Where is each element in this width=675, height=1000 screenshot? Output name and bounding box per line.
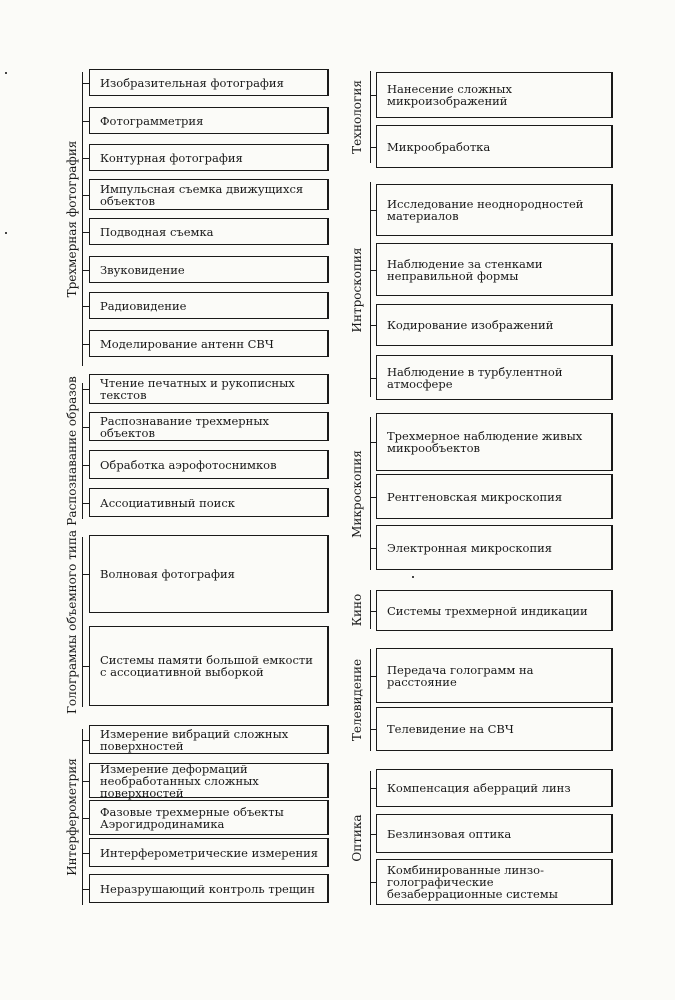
scan-speck [5,72,7,74]
left-application-box: Системы памяти большой емкости с ассоциативной выборкой [89,626,329,706]
right-application-box: Безлинзовая оптика [376,814,613,853]
left-connector-tick [82,427,89,428]
left-application-box: Фазовые трехмерные объекты Аэрогидродинамика [89,800,329,835]
right-application-box: Передача голограмм на расстояние [376,648,613,703]
left-connector-tick [82,666,89,667]
left-application-box: Чтение печатных и рукописных текстов [89,374,329,404]
left-connector-tick [82,270,89,271]
right-application-box: Рентгеновская микроскопия [376,474,613,519]
right-group-label: Микроскопия [350,449,364,538]
left-group-label: Распознавание образов [65,376,79,526]
right-group-label: Технология [350,80,364,154]
left-application-box: Волновая фотография [89,535,329,613]
left-connector-tick [82,853,89,854]
right-application-box: Электронная микроскопия [376,525,613,570]
left-connector-tick [82,574,89,575]
right-group-bracket [370,771,371,905]
left-application-box: Измерение вибраций сложных поверхностей [89,725,329,754]
right-application-box: Системы трехмерной индикации [376,590,613,631]
left-application-box: Звуковидение [89,256,329,283]
left-connector-tick [82,465,89,466]
left-application-box: Распознавание трехмерных объектов [89,412,329,441]
left-group-label: Интерферометрия [65,758,79,876]
scan-speck [412,576,414,578]
left-group-label: Голограммы объемного типа [65,529,79,715]
right-group-label: Кино [350,593,364,626]
right-application-box: Нанесение сложных микроизображений [376,72,613,118]
left-connector-tick [82,306,89,307]
left-application-box: Фотограмметрия [89,107,329,134]
right-application-box: Наблюдение в турбулентной атмосфере [376,355,613,400]
left-group-bracket [82,537,83,707]
left-connector-tick [82,195,89,196]
left-connector-tick [82,121,89,122]
right-application-box: Наблюдение за стенками неправильной формы [376,243,613,296]
left-application-box: Контурная фотография [89,144,329,171]
right-group-label: Оптика [350,814,364,862]
left-application-box: Импульсная съемка движущихся объектов [89,179,329,210]
right-application-box: Исследование неоднородностей материалов [376,184,613,236]
left-application-box: Изобразительная фотография [89,69,329,96]
right-application-box: Компенсация аберраций линз [376,769,613,807]
left-connector-tick [82,344,89,345]
right-group-bracket [370,649,371,751]
left-group-label: Трехмерная фотография [65,140,79,298]
left-application-box: Моделирование антенн СВЧ [89,330,329,357]
right-application-box: Телевидение на СВЧ [376,707,613,751]
left-connector-tick [82,889,89,890]
scan-speck [5,232,7,234]
left-connector-tick [82,232,89,233]
left-group-bracket [82,72,83,366]
right-group-bracket [370,590,371,629]
right-application-box: Комбинированные линзо-голографические безаберрационные системы [376,859,613,905]
left-connector-tick [82,158,89,159]
left-application-box: Интерферометрические измерения [89,838,329,867]
left-group-bracket [82,383,83,519]
left-application-box: Радиовидение [89,292,329,319]
left-connector-tick [82,389,89,390]
left-application-box: Подводная съемка [89,218,329,245]
left-connector-tick [82,83,89,84]
right-group-bracket [370,182,371,397]
right-group-label: Интроскопия [350,246,364,333]
left-application-box: Ассоциативный поиск [89,488,329,517]
left-connector-tick [82,740,89,741]
right-group-bracket [370,71,371,163]
left-connector-tick [82,503,89,504]
right-application-box: Микрообработка [376,125,613,168]
right-group-label: Телевидение [350,658,364,742]
left-application-box: Обработка аэрофотоснимков [89,450,329,479]
right-application-box: Трехмерное наблюдение живых микрообъектов [376,413,613,471]
left-connector-tick [82,781,89,782]
right-application-box: Кодирование изображений [376,304,613,346]
left-connector-tick [82,818,89,819]
left-application-box: Неразрушающий контроль трещин [89,874,329,903]
left-application-box: Измерение деформаций необработанных сложных поверхностей [89,763,329,798]
